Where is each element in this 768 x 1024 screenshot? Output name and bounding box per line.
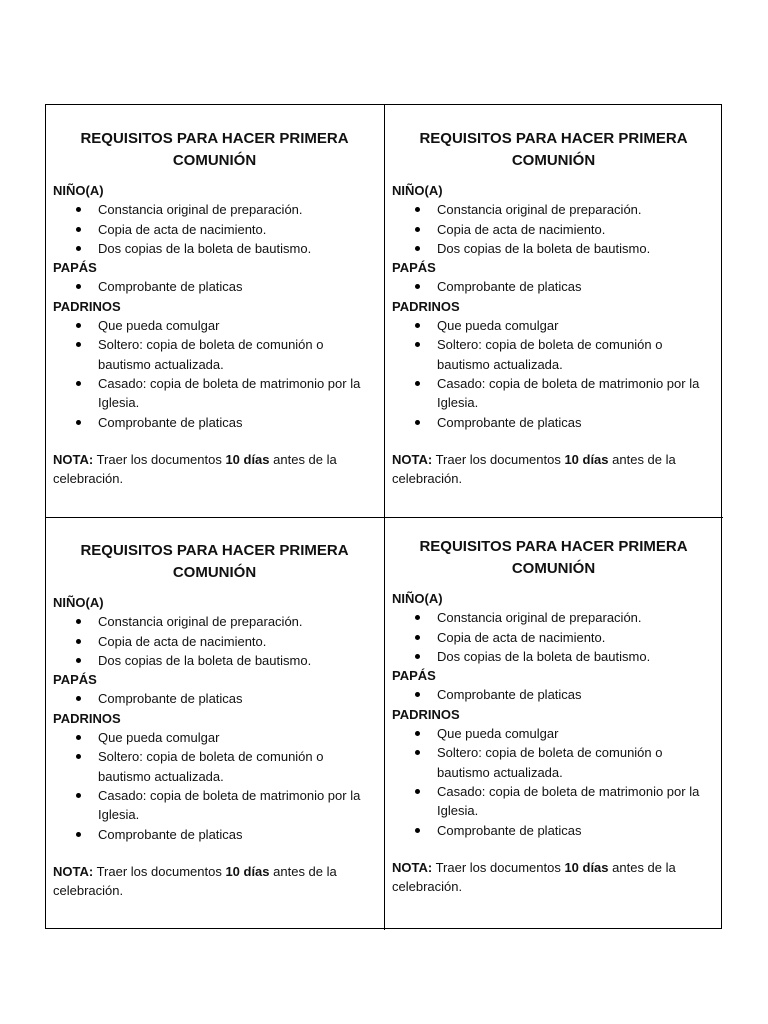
requirements-grid (45, 104, 722, 929)
list-nino (53, 612, 376, 670)
list-item (53, 747, 376, 786)
nota-text (392, 858, 715, 897)
item-text: Copia de acta de nacimiento. (98, 221, 267, 237)
list-item (392, 821, 715, 840)
requirements-card (385, 105, 723, 518)
list-item (53, 612, 376, 631)
item-text: Comprobante de platicas (437, 822, 582, 838)
bullet-icon (76, 658, 81, 663)
list-item (392, 239, 715, 258)
nota-days: 10 días (564, 859, 609, 875)
list-item (392, 608, 715, 627)
bullet-icon (76, 246, 81, 251)
item-text: Dos copias de la boleta de bautismo. (437, 648, 651, 664)
section-heading-papas: PAPÁS (392, 668, 436, 684)
list-item (53, 335, 376, 374)
nota-label: NOTA: (53, 451, 94, 467)
section-heading-papas: PAPÁS (392, 260, 436, 276)
item-text: Comprobante de platicas (98, 826, 243, 842)
list-item (53, 632, 376, 651)
list-item (53, 413, 376, 432)
item-text: Casado: copia de boleta de matrimonio por la Iglesia. (98, 787, 361, 823)
item-text: Copia de acta de nacimiento. (437, 221, 606, 237)
list-papas (392, 685, 715, 704)
nota-part: Traer los documentos (432, 859, 565, 875)
nota-text (53, 450, 376, 489)
bullet-icon (76, 381, 81, 386)
list-item (53, 200, 376, 219)
list-item (392, 335, 715, 374)
nota-days: 10 días (225, 863, 270, 879)
item-text: Soltero: copia de boleta de comunión o bautismo actualizada. (437, 337, 663, 372)
nota-part: Traer los documentos (93, 451, 226, 467)
nota-text (53, 862, 376, 901)
list-item (53, 825, 376, 844)
nota-part: antes de la celebración. (392, 451, 676, 487)
bullet-icon (415, 284, 420, 289)
section-heading-papas: PAPÁS (53, 672, 97, 688)
bullet-icon (76, 832, 81, 837)
item-text: Constancia original de preparación. (98, 202, 303, 218)
nota-label: NOTA: (392, 451, 433, 467)
list-item (53, 316, 376, 335)
item-text: Que pueda comulgar (437, 726, 559, 742)
list-nino (53, 200, 376, 258)
item-text: Comprobante de platicas (437, 279, 582, 295)
list-papas (53, 689, 376, 708)
bullet-icon (76, 754, 81, 759)
list-item (392, 413, 715, 432)
list-item (53, 786, 376, 825)
list-papas (392, 277, 715, 296)
list-item (53, 689, 376, 708)
item-text: Constancia original de preparación. (437, 202, 642, 218)
nota-part: antes de la celebración. (392, 859, 676, 895)
item-text: Soltero: copia de boleta de comunión o bautismo actualizada. (437, 745, 663, 780)
nota-part: Traer los documentos (93, 863, 226, 879)
list-item (392, 277, 715, 296)
bullet-icon (415, 227, 420, 232)
section-heading-papas: PAPÁS (53, 260, 97, 276)
list-padrinos (392, 316, 715, 432)
list-item (53, 220, 376, 239)
bullet-icon (76, 735, 81, 740)
card-title: REQUISITOS PARA HACER PRIMERA COMUNIÓN (80, 130, 349, 169)
bullet-icon (415, 342, 420, 347)
list-item (392, 374, 715, 413)
section-heading-padrinos: PADRINOS (53, 298, 121, 314)
list-item (53, 728, 376, 747)
list-item (392, 628, 715, 647)
item-text: Casado: copia de boleta de matrimonio por la Iglesia. (437, 783, 700, 819)
section-heading-padrinos: PADRINOS (392, 706, 460, 722)
requirements-card (46, 518, 385, 930)
requirements-card (385, 518, 723, 930)
list-item (53, 277, 376, 296)
bullet-icon (76, 420, 81, 425)
item-text: Que pueda comulgar (98, 318, 220, 334)
item-text: Dos copias de la boleta de bautismo. (98, 240, 312, 256)
list-item (392, 647, 715, 666)
item-text: Comprobante de platicas (98, 691, 243, 707)
item-text: Soltero: copia de boleta de comunión o bautismo actualizada. (98, 337, 324, 372)
bullet-icon (76, 619, 81, 624)
card-title: REQUISITOS PARA HACER PRIMERA COMUNIÓN (419, 538, 688, 577)
list-item (392, 685, 715, 704)
nota-days: 10 días (225, 451, 270, 467)
bullet-icon (76, 342, 81, 347)
bullet-icon (415, 789, 420, 794)
nota-part: antes de la celebración. (53, 863, 337, 899)
bullet-icon (415, 654, 420, 659)
section-heading-nino: NIÑO(A) (392, 183, 443, 198)
list-item (53, 651, 376, 670)
item-text: Que pueda comulgar (437, 318, 559, 334)
list-item (392, 316, 715, 335)
bullet-icon (76, 323, 81, 328)
list-nino (392, 200, 715, 258)
item-text: Soltero: copia de boleta de comunión o bautismo actualizada. (98, 749, 324, 784)
bullet-icon (76, 696, 81, 701)
section-heading-padrinos: PADRINOS (53, 710, 121, 726)
item-text: Comprobante de platicas (98, 279, 243, 295)
item-text: Casado: copia de boleta de matrimonio por la Iglesia. (98, 375, 361, 411)
nota-part: Traer los documentos (432, 451, 565, 467)
nota-part: antes de la celebración. (53, 451, 337, 487)
item-text: Dos copias de la boleta de bautismo. (437, 240, 651, 256)
item-text: Comprobante de platicas (437, 687, 582, 703)
list-padrinos (392, 724, 715, 840)
nota-text (392, 450, 715, 489)
bullet-icon (415, 323, 420, 328)
item-text: Copia de acta de nacimiento. (98, 633, 267, 649)
section-heading-nino: NIÑO(A) (53, 595, 104, 610)
bullet-icon (76, 639, 81, 644)
item-text: Copia de acta de nacimiento. (437, 629, 606, 645)
list-item (392, 220, 715, 239)
bullet-icon (415, 731, 420, 736)
item-text: Que pueda comulgar (98, 730, 220, 746)
list-padrinos (53, 728, 376, 844)
bullet-icon (415, 381, 420, 386)
bullet-icon (415, 420, 420, 425)
list-papas (53, 277, 376, 296)
list-item (392, 724, 715, 743)
item-text: Comprobante de platicas (98, 414, 243, 430)
section-heading-nino: NIÑO(A) (392, 591, 443, 606)
bullet-icon (76, 793, 81, 798)
list-item (53, 239, 376, 258)
bullet-icon (415, 246, 420, 251)
bullet-icon (76, 207, 81, 212)
item-text: Dos copias de la boleta de bautismo. (98, 652, 312, 668)
list-item (53, 374, 376, 413)
list-nino (392, 608, 715, 666)
list-item (392, 743, 715, 782)
bullet-icon (415, 692, 420, 697)
nota-label: NOTA: (53, 863, 94, 879)
bullet-icon (415, 750, 420, 755)
list-padrinos (53, 316, 376, 432)
bullet-icon (76, 284, 81, 289)
bullet-icon (415, 828, 420, 833)
list-item (392, 200, 715, 219)
section-heading-padrinos: PADRINOS (392, 298, 460, 314)
card-title: REQUISITOS PARA HACER PRIMERA COMUNIÓN (80, 542, 349, 581)
card-title: REQUISITOS PARA HACER PRIMERA COMUNIÓN (419, 130, 688, 169)
item-text: Constancia original de preparación. (98, 614, 303, 630)
bullet-icon (415, 615, 420, 620)
list-item (392, 782, 715, 821)
section-heading-nino: NIÑO(A) (53, 183, 104, 198)
bullet-icon (415, 207, 420, 212)
bullet-icon (76, 227, 81, 232)
item-text: Casado: copia de boleta de matrimonio por la Iglesia. (437, 375, 700, 411)
item-text: Constancia original de preparación. (437, 610, 642, 626)
nota-label: NOTA: (392, 859, 433, 875)
item-text: Comprobante de platicas (437, 414, 582, 430)
nota-days: 10 días (564, 451, 609, 467)
bullet-icon (415, 635, 420, 640)
requirements-card (46, 105, 385, 518)
